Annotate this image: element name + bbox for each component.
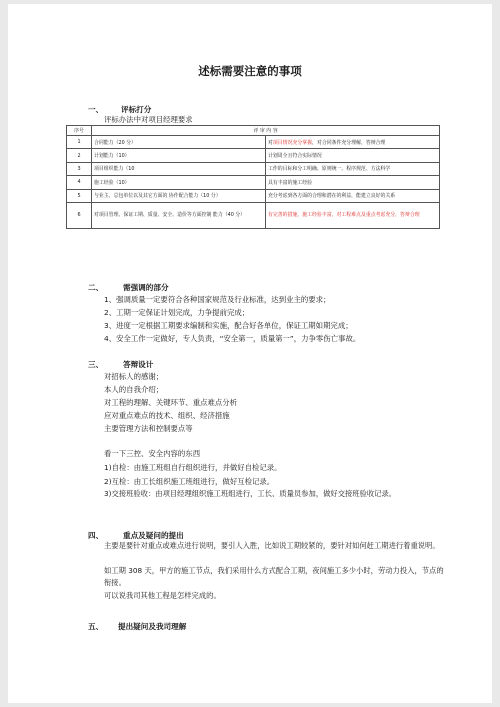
table-row xyxy=(67,136,440,149)
row-criteria: 充分考虑到各方面的合理和潜在的利益，能建立良好的关系 xyxy=(266,189,440,202)
section-title: 重点及疑问的提出 xyxy=(123,531,184,540)
row-item: 施工经验（10） xyxy=(92,176,266,189)
header-cell: 评 审 内 容 xyxy=(92,126,440,136)
list-item: 4、安全工作一定做好，专人负责，“安全第一，质量第一”，力争零伤亡事故。 xyxy=(104,334,361,343)
section-title: 需强调的部分 xyxy=(123,283,169,292)
row-criteria: 工作的目标和分工明确、原则统一、程序规范、方法科学 xyxy=(266,162,440,175)
section-number: 二、 xyxy=(88,283,104,292)
row-criteria: 对项目情况充分掌握，对合同条件充分理解，答辩合理 xyxy=(266,136,440,149)
row-criteria: 计划周全且符合实际情况 xyxy=(266,149,440,162)
table-row xyxy=(67,202,440,228)
section-number: 四、 xyxy=(88,531,104,540)
section-title: 评标打分 xyxy=(121,105,152,114)
row-item: 对项目管理、保证工期、质量、安全、造价等方面控制 能力（40 分） xyxy=(92,202,266,228)
highlighted-text: 项目情况充分掌握 xyxy=(272,139,313,146)
section-title: 答辩设计 xyxy=(123,360,154,369)
table-row xyxy=(67,189,440,202)
table-row xyxy=(67,176,440,189)
text-line: 本人的自我介绍； xyxy=(104,385,164,394)
scoring-table xyxy=(66,125,440,229)
section-number: 三、 xyxy=(88,360,104,369)
text-line: 看一下三控、安全内容的东西 xyxy=(104,449,201,458)
text-line: 2)互检：由工长组织施工班组进行，做好互检记录。 xyxy=(104,477,275,486)
section-title: 提出疑问及我司理解 xyxy=(118,622,187,631)
row-item: 计划能力（10） xyxy=(92,149,266,162)
row-number: 6 xyxy=(67,202,92,228)
text-paragraph: 3)交接班验收：由项目经理组织施工班组进行，工长、质量员参加，做好交接班验收记录。 xyxy=(104,489,397,498)
header-cell: 序号 xyxy=(67,126,92,136)
text-paragraph: 主要是要针对重点或难点进行说明，要引人入胜，比如说工期较紧的，要针对如何赶工期进行着重说明。 xyxy=(104,541,440,550)
row-criteria: 具有丰富的施工经验 xyxy=(266,176,440,189)
table-row xyxy=(67,149,440,162)
row-number: 1 xyxy=(67,136,92,149)
text-line: 应对重点难点的技术、组织、经济措施 xyxy=(104,411,230,420)
text-line: 主要管理方法和控制要点等 xyxy=(104,424,193,433)
row-item: 项目组织能力（10 xyxy=(92,162,266,175)
text-line: 1)自检：由施工班组自行组织进行，并做好自检记录。 xyxy=(104,463,282,472)
text-line: 对招标人的感谢； xyxy=(104,372,164,381)
table-row xyxy=(67,162,440,175)
table-header-row xyxy=(67,126,440,136)
text-paragraph: 如工期 308 天，甲方的施工节点，我们采用什么方式配合工期，夜间施工多少小时，劳动力投入，节点的衔接。 xyxy=(104,566,444,588)
section-number: 一、 xyxy=(88,105,104,114)
text-line: 对工程的理解、关键环节、重点难点分析 xyxy=(104,398,238,407)
row-item: 与业主、总包单位以及其它方面的 协作配合能力（10 分） xyxy=(92,189,266,202)
row-number: 2 xyxy=(67,149,92,162)
row-criteria: 有完善的措施，施工经验丰富，对工程难点及重点考虑充分，答辩合理 xyxy=(266,202,440,228)
list-item: 2、工期一定保证计划完成，力争提前完成； xyxy=(104,308,250,317)
row-number: 4 xyxy=(67,176,92,189)
list-item: 3、进度一定根据工期要求编制和实施，配合好各单位，保证工期如期完成； xyxy=(104,321,353,330)
list-item: 1、强调质量一定要符合各种国家规范及行业标准，达到业主的要求； xyxy=(104,295,331,304)
document-page xyxy=(8,4,492,703)
row-number: 3 xyxy=(67,162,92,175)
text-paragraph: 可以说我司其他工程是怎样完成的。 xyxy=(104,591,221,600)
document-title: 述标需要注意的事项 xyxy=(198,64,302,78)
section-number: 五、 xyxy=(88,622,104,631)
row-number: 5 xyxy=(67,189,92,202)
section-1-intro: 评标办法中对项目经理要求 xyxy=(104,115,193,124)
row-item: 合同能力（20 分） xyxy=(92,136,266,149)
